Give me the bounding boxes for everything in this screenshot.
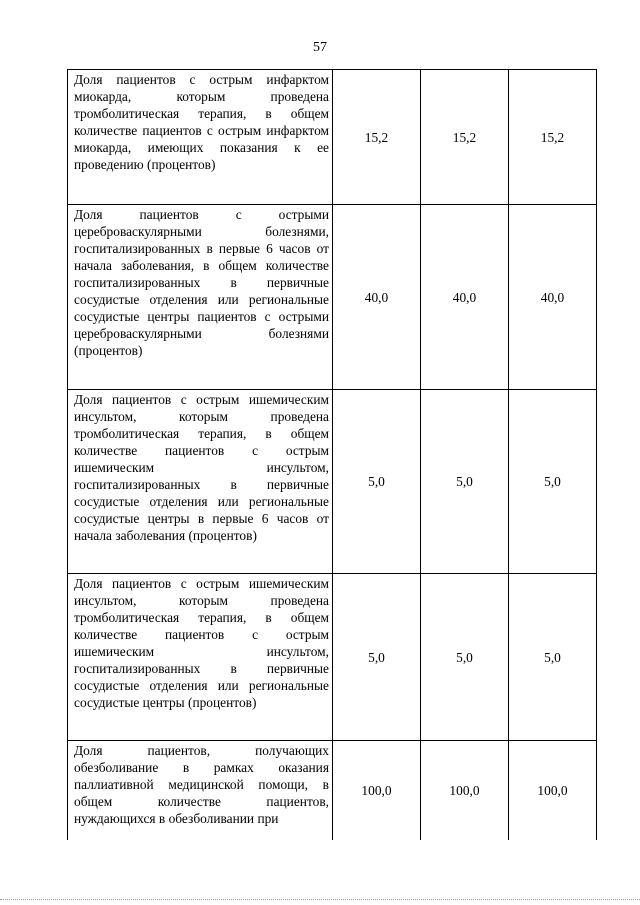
scan-edge-divider <box>0 899 640 900</box>
indicators-table <box>67 69 597 840</box>
indicator-value: 5,0 <box>333 390 421 574</box>
table-row <box>68 741 597 840</box>
indicator-value: 5,0 <box>421 574 509 741</box>
page-number: 57 <box>313 40 327 55</box>
indicator-value: 100,0 <box>421 741 509 840</box>
indicator-value: 5,0 <box>333 574 421 741</box>
indicator-value: 100,0 <box>333 741 421 840</box>
indicator-description: Доля пациентов, получающих обезболивание в рамках оказания паллиативной медицинской помощи, в общем количестве пациентов, нуждающихся в обезболивании при <box>68 741 333 840</box>
indicator-description: Доля пациентов с острым ишемическим инсультом, которым проведена тромболитическая терапия, в общем количестве пациентов с острым ишемическим инсультом, госпитализированных в первичные сосудистые отделения или региональные сосудистые центры (процентов) <box>68 574 333 741</box>
indicator-value: 15,2 <box>333 70 421 205</box>
table-row <box>68 390 597 574</box>
indicator-value: 5,0 <box>421 390 509 574</box>
indicator-value: 5,0 <box>509 574 597 741</box>
table-row <box>68 70 597 205</box>
indicator-value: 40,0 <box>333 205 421 390</box>
indicator-value: 40,0 <box>421 205 509 390</box>
indicator-value: 5,0 <box>509 390 597 574</box>
indicator-value: 40,0 <box>509 205 597 390</box>
table-row <box>68 574 597 741</box>
indicator-value: 15,2 <box>509 70 597 205</box>
indicator-description: Доля пациентов с острым инфарктом миокарда, которым проведена тромболитическая терапия, в общем количестве пациентов с острым инфарктом миокарда, имеющих показания к ее проведению (процентов) <box>68 70 333 205</box>
table-row <box>68 205 597 390</box>
indicator-description: Доля пациентов с острым ишемическим инсультом, которым проведена тромболитическая терапия, в общем количестве пациентов с острым ишемическим инсультом, госпитализированных в первичные сосудистые отделения или региональные сосудистые центры в первые 6 часов от начала заболевания (процентов) <box>68 390 333 574</box>
indicator-value: 100,0 <box>509 741 597 840</box>
indicator-description: Доля пациентов с острыми цереброваскулярными болезнями, госпитализированных в первые 6 часов от начала заболевания, в общем количестве госпитализированных в первичные сосудистые отделения или региональные сосудистые центры пациентов с острыми цереброваскулярными болезнями (процентов) <box>68 205 333 390</box>
indicator-value: 15,2 <box>421 70 509 205</box>
